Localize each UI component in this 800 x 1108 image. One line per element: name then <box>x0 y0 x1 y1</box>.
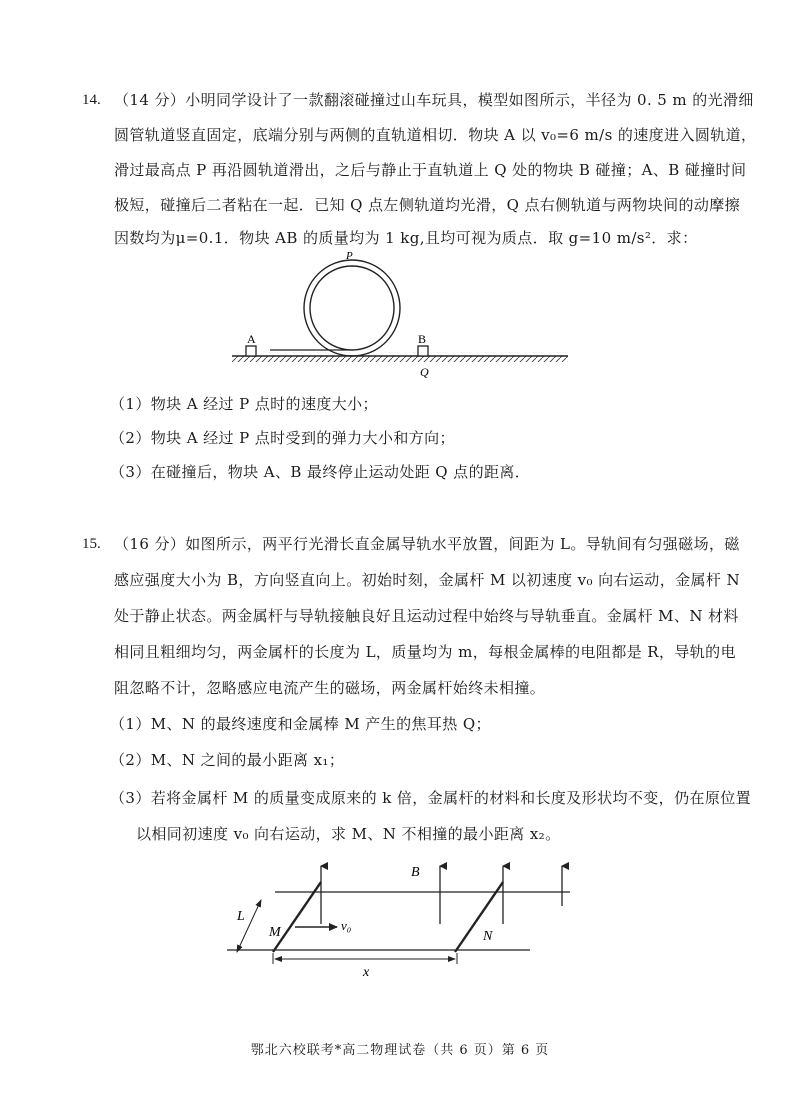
question-14-sub-3: （3）在碰撞后，物块 A、B 最终停止运动处距 Q 点的距离． <box>110 463 531 481</box>
question-15-line-4: 相同且粗细均匀，两金属杆的长度为 L，质量均为 m，每根金属棒的电阻都是 R，导轨的电 <box>114 643 736 661</box>
label-b-field: B <box>411 865 420 880</box>
block-b <box>418 346 428 356</box>
label-v0: v₀ <box>341 918 352 933</box>
question-14-sub-1: （1）物块 A 经过 P 点时的速度大小； <box>110 395 378 413</box>
question-15-sub-1: （1）M、N 的最终速度和金属棒 M 产生的焦耳热 Q； <box>110 715 491 733</box>
label-x: x <box>363 965 370 980</box>
rails-figure <box>225 852 585 982</box>
question-15-sub-3: （3）若将金属杆 M 的质量变成原来的 k 倍，金属杆的材料和长度及形状均不变，仍在原位置 <box>110 789 752 807</box>
question-15-line-3: 处于静止状态。两金属杆与导轨接触良好且运动过程中始终与导轨垂直。金属杆 M、N 材料 <box>114 607 739 625</box>
page-footer: 鄂北六校联考*高二物理试卷（共 6 页）第 6 页 <box>250 1043 550 1058</box>
question-15-line-5: 阻忽略不计，忽略感应电流产生的磁场，两金属杆始终未相撞。 <box>114 679 546 697</box>
question-14-number: 14. <box>82 92 101 108</box>
label-n: N <box>483 929 493 944</box>
inner-loop-track <box>310 266 394 350</box>
question-14-line-3: 滑过最高点 P 再沿圆轨道滑出，之后与静止于直轨道上 Q 处的物块 B 碰撞；A、B 碰撞时间 <box>114 161 747 179</box>
dimension-l <box>237 900 261 952</box>
label-b: B <box>418 332 427 346</box>
question-15-number: 15. <box>82 536 101 552</box>
label-l: L <box>237 909 245 924</box>
outer-loop-track <box>304 260 400 356</box>
label-m: M <box>269 925 281 940</box>
label-q: Q <box>420 365 429 379</box>
label-p: P <box>346 250 353 262</box>
question-15-sub-3-cont: 以相同初速度 v₀ 向右运动，求 M、N 不相撞的最小距离 x₂。 <box>136 825 561 843</box>
question-14-line-5: 因数均为μ=0.1．物块 AB 的质量均为 1 kg,且均可视为质点．取 g=10 m/s²．求： <box>114 229 698 247</box>
question-14-line-2: 圆管轨道竖直固定，底端分别与两侧的直轨道相切．物块 A 以 v₀=6 m/s 的速度进入圆轨道， <box>114 126 757 144</box>
question-14-line-4: 极短，碰撞后二者粘在一起．已知 Q 点左侧轨道均光滑，Q 点右侧轨道与两物块间的动摩擦 <box>114 196 741 214</box>
question-15-line-1: （16 分）如图所示，两平行光滑长直金属导轨水平放置，间距为 L。导轨间有匀强磁场，磁 <box>114 535 740 553</box>
question-15-sub-2: （2）M、N 之间的最小距离 x₁； <box>110 751 345 769</box>
roller-coaster-figure <box>230 250 580 380</box>
question-14-sub-2: （2）物块 A 经过 P 点时受到的弹力大小和方向； <box>110 429 455 447</box>
block-a <box>246 346 256 356</box>
ground-hatching <box>232 356 568 362</box>
label-a: A <box>247 332 256 346</box>
question-14-line-1: （14 分）小明同学设计了一款翻滚碰撞过山车玩具，模型如图所示，半径为 0. 5 m 的光滑细 <box>114 91 754 109</box>
question-15-line-2: 感应强度大小为 B，方向竖直向上。初始时刻，金属杆 M 以初速度 v₀ 向右运动，金属杆 N <box>114 571 741 589</box>
